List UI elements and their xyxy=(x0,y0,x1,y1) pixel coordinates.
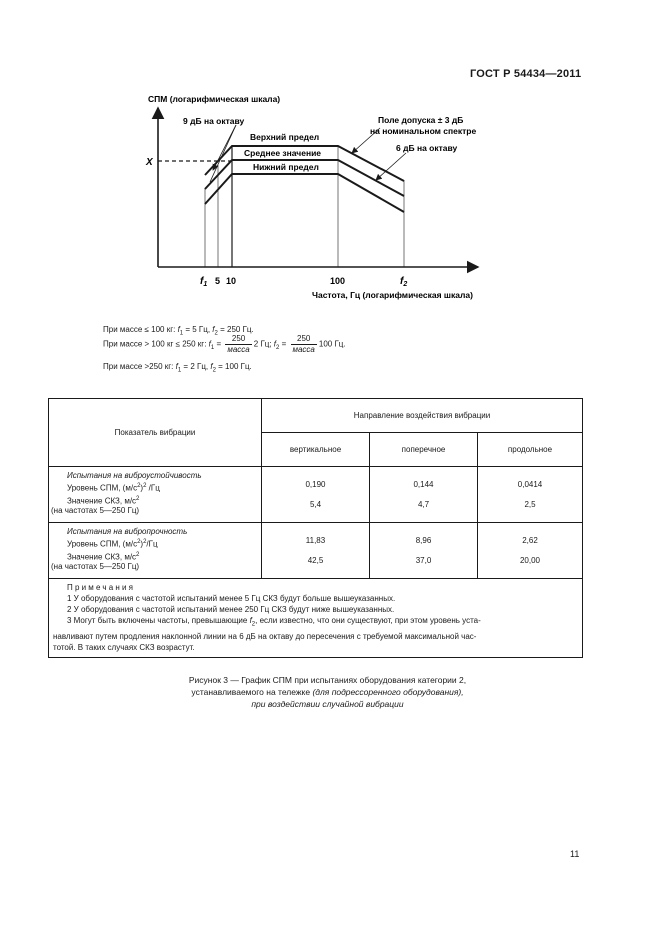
note-3-end: тотой. В таких случаях СКЗ возрастут. xyxy=(53,642,195,652)
condition-mass-100: При массе ≤ 100 кг: $f_1 = 5$ Гц, $f_2 = 250$ Гц. xyxy=(103,325,254,337)
annotation-tolerance-2: на номинальном спектре xyxy=(370,126,477,136)
note-1: 1 У оборудования с частотой испытаний менее 5 Гц СКЗ будут больше вышеуказанных. xyxy=(67,594,396,603)
page-number: 11 xyxy=(570,849,580,859)
group1-label-cell: Испытания на виброустойчивость Уровень СПМ, $(м/с^2)^2$ /Гц Значение СКЗ, $м/с^2$ (на частотах 5—250 Гц) xyxy=(49,467,262,523)
tick-f2: $f_2$ xyxy=(400,276,408,288)
group1-transverse: 0,144 4,7 xyxy=(370,467,478,523)
document-standard-number: ГОСТ Р 54434—2011 xyxy=(470,68,582,80)
note-2: 2 У оборудования с частотой испытаний менее 250 Гц СКЗ будут ниже вышеуказанных. xyxy=(67,605,395,614)
label-mean: Среднее значение xyxy=(244,148,322,158)
group2-longitudinal: 2,62 20,00 xyxy=(478,523,583,579)
group2-transverse: 8,96 37,0 xyxy=(370,523,478,579)
col-vertical: вертикальное xyxy=(262,433,370,467)
leader-6db xyxy=(376,153,406,180)
col-longitudinal: продольное xyxy=(478,433,583,467)
spm-figure xyxy=(0,0,661,320)
annotation-6db: 6 дБ на октаву xyxy=(396,143,458,153)
vibration-table xyxy=(48,398,583,658)
notes-title: Примечания xyxy=(67,583,136,592)
tick-5: 5 xyxy=(215,276,221,286)
tick-100: 100 xyxy=(330,276,346,286)
group1-vertical: 0,190 5,4 xyxy=(262,467,370,523)
x-axis-label: Частота, Гц (логарифмическая шкала) xyxy=(312,290,473,300)
group1-longitudinal: 0,0414 2,5 xyxy=(478,467,583,523)
condition-mass-250: При массе >250 кг: $f_1 = 2$ Гц, $f_2 = 100$ Гц. xyxy=(103,362,252,374)
tick-10: 10 xyxy=(226,276,237,286)
group2-label-cell: Испытания на вибропрочность Уровень СПМ, $(м/с^2)^2/Гц$ Значение СКЗ, $м/с^2$ (на частотах 5—250 Гц) xyxy=(49,523,262,579)
y-axis-label: СПМ (логарифмическая шкала) xyxy=(148,94,281,104)
figure-caption: Рисунок 3 — График СПМ при испытаниях оборудования категории 2, устанавливаемого на тележке (для подрессоренного оборудования), при воздействии случайной вибрации xyxy=(188,675,467,709)
label-upper-limit: Верхний предел xyxy=(250,132,320,142)
condition-mass-100-250: При массе > 100 кг ≤ 250 кг: $f_1$ = $\frac{250}{\text{масса}}$ 2 Гц; $f_2$ = $\frac{250}{\text{масса}}$ 100 Гц. xyxy=(103,334,346,354)
x-level-marker: X xyxy=(146,157,153,168)
head-indicator: Показатель вибрации xyxy=(49,399,262,467)
annotation-tolerance-1: Поле допуска ± 3 дБ xyxy=(378,115,464,125)
group2-vertical: 11,83 42,5 xyxy=(262,523,370,579)
annotation-9db: 9 дБ на октаву xyxy=(183,116,245,126)
tick-f1: $f_1$ xyxy=(200,276,208,288)
label-lower-limit: Нижний предел xyxy=(253,162,319,172)
head-direction: Направление воздействия вибрации xyxy=(262,399,583,433)
note-3-cont: навливают путем продления наклонной линии на 6 дБ на октаву до пересечения с требуемой максимальной час- xyxy=(53,631,477,641)
col-transverse: поперечное xyxy=(370,433,478,467)
notes-cell xyxy=(49,579,583,658)
note-3: 3 Могут быть включены частоты, превышающие $f_2$, если известно, что они существуют, при этом уровень уста- xyxy=(67,616,481,628)
